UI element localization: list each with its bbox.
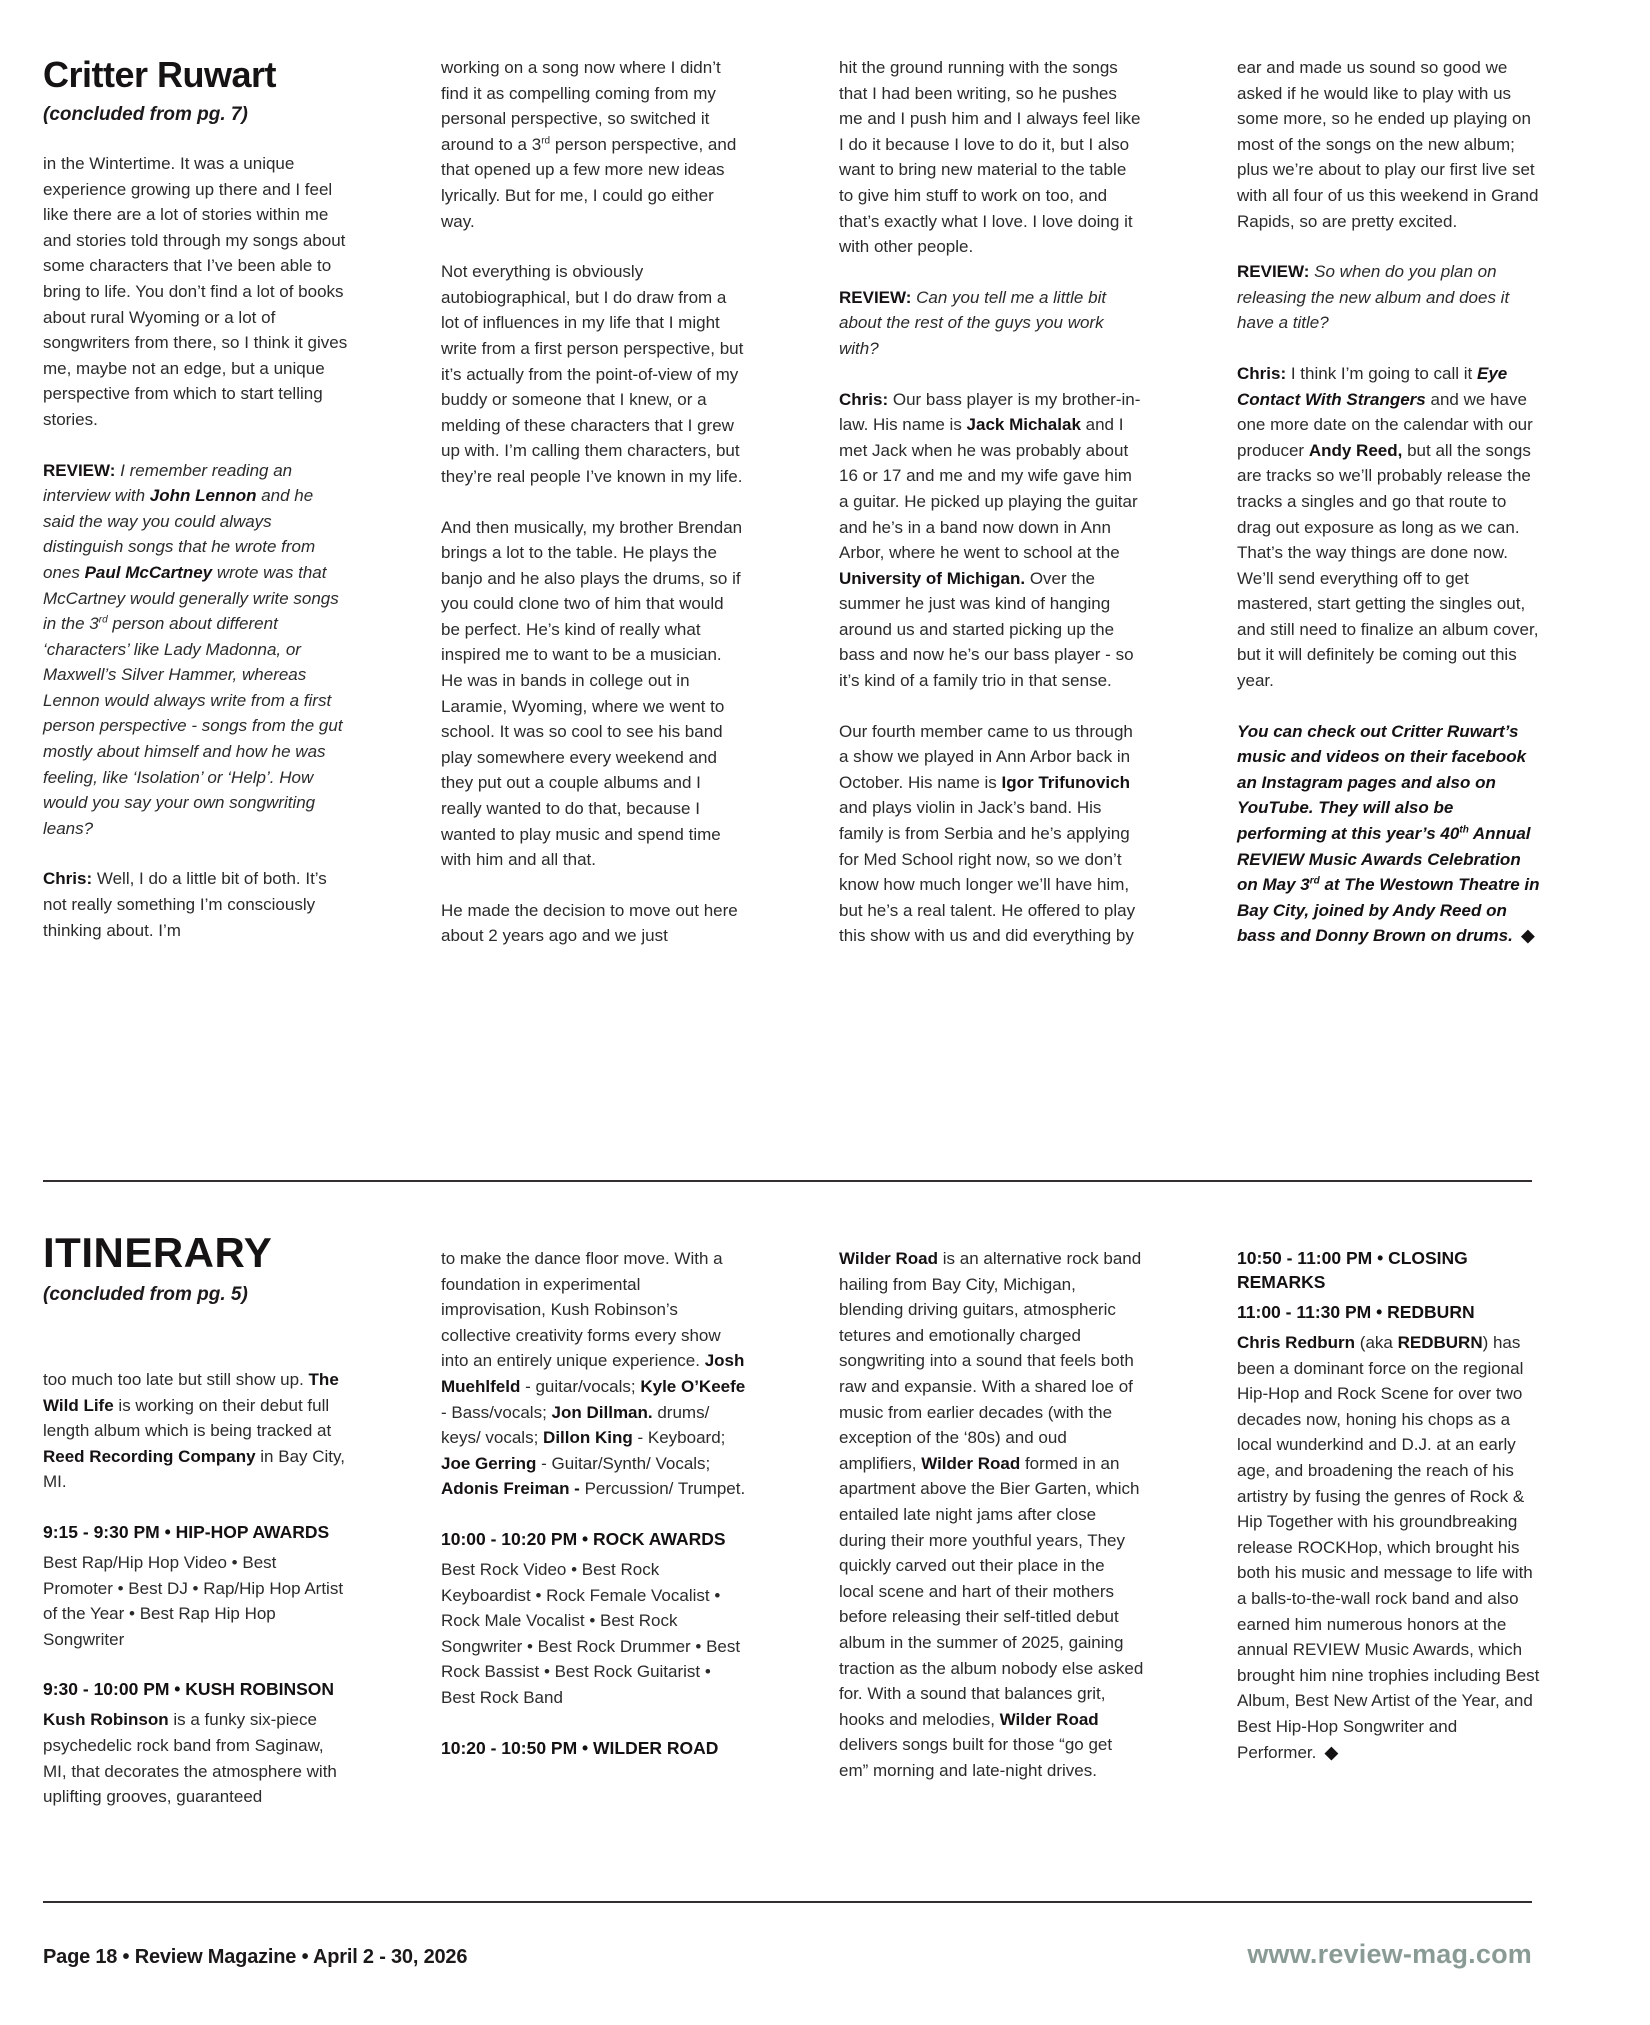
body-paragraph: You can check out Critter Ruwart’s music and videos on their facebook an Instagram pages and also on YouTube. They will also be performing at this year’s 40th Annual REVIEW Music Awards Celebration on May 3rd at The Westown Theatre in Bay City, joined by Andy Reed on bass and Donny Brown on drums. ◆ xyxy=(1237,721,1540,946)
body-paragraph: too much too late but still show up. The Wild Life is working on their debut full length album which is being tracked at Reed Recording Company in Bay City, MI. xyxy=(43,1370,345,1492)
body-paragraph: Wilder Road is an alternative rock band hailing from Bay City, Michigan, blending driving guitars, atmospheric tetures and emotionally charged songwriting into a sound that feels both raw and expansie. With a shared loe of music from earlier decades (with the exception of the ‘80s) and oud amplifiers, Wilder Road formed in an apartment above the Bier Garten, which entailed late night jams after close during their more youthful years, They quickly carved out their place in the local scene and hart of their mothers before releasing their self-titled debut album in the summer of 2025, gaining traction as the album nobody else asked for. With a sound that balances grit, hooks and melodies, Wilder Road delivers songs built for those “go get em” morning and late-night drives. xyxy=(839,1249,1144,1780)
schedule-heading: 9:30 - 10:00 PM • KUSH ROBINSON xyxy=(43,1679,335,1700)
body-paragraph: Best Rap/Hip Hop Video • Best Promoter • Best DJ • Rap/Hip Hop Artist of the Year • Best Rap Hip Hop Songwriter xyxy=(43,1552,344,1649)
body-paragraph: working on a song now where I didn’t find it as compelling coming from my personal perspective, so switched it around to a 3rd person perspective, and that opened up a few more new ideas lyrically. But for me, I could go either way. xyxy=(441,58,737,231)
body-paragraph: to make the dance floor move. With a foundation in experimental improvisation, Kush Robinson’s collective creativity forms every show into an entirely unique experience. Josh Muehlfeld - guitar/vocals; Kyle O’Keefe - Bass/vocals; Jon Dillman. drums/ keys/ vocals; Dillon King - Keyboard; Joe Gerring - Guitar/Synth/ Vocals; Adonis Freiman - Percussion/ Trumpet. xyxy=(441,1249,746,1499)
body-paragraph: hit the ground running with the songs that I had been writing, so he pushes me and I push him and I always feel like I do it because I love to do it, but I also want to bring new material to the table to give him stuff to work on too, and that’s exactly what I love. I love doing it with other people. xyxy=(839,58,1141,257)
article2-column-2 xyxy=(441,1231,746,1835)
body-paragraph: Chris: Well, I do a little bit of both. It’s not really something I’m consciously thinking about. I’m xyxy=(43,869,327,940)
article2-column-3 xyxy=(839,1231,1144,1835)
schedule-heading: 10:50 - 11:00 PM • CLOSING REMARKS xyxy=(1237,1248,1468,1292)
article1-column-2 xyxy=(441,55,746,974)
body-paragraph: Our fourth member came to us through a show we played in Ann Arbor back in October. His name is Igor Trifunovich and plays violin in Jack’s band. His family is from Serbia and he’s applying for Med School right now, so we don’t know how much longer we’ll have him, but he’s a real talent. He offered to play this show with us and did everything by xyxy=(839,721,1136,946)
body-paragraph: REVIEW: I remember reading an interview with John Lennon and he said the way you could always distinguish songs that he wrote from ones Paul McCartney wrote was that McCartney would generally write songs in the 3rd person about different ‘characters’ like Lady Madonna, or Maxwell’s Silver Hammer, whereas Lennon would always write from a first person perspective - songs from the gut mostly about himself and how he was feeling, like ‘Isolation’ or ‘Help’. How would you say your own songwriting leans? xyxy=(43,460,343,838)
article1-column-1 xyxy=(43,55,348,974)
article1-subtitle: (concluded from pg. 7) xyxy=(43,104,248,125)
body-paragraph: in the Wintertime. It was a unique experience growing up there and I feel like there are a lot of stories within me and stories told through my songs about some characters that I’ve been able to bring to life. You don’t find a lot of books about rural Wyoming or a lot of songwriters from there, so I think it gives me, maybe not an edge, but a unique perspective from which to start telling stories. xyxy=(43,154,348,429)
article1-column-3 xyxy=(839,55,1144,974)
body-paragraph: Chris: I think I’m going to call it Eye Contact With Strangers and we have one more date on the calendar with our producer Andy Reed, but all the songs are tracks so we’ll probably release the tracks a singles and go that route to drag out exposure as long as we can. That’s the way things are done now. We’ll send everything off to get mastered, start getting the singles out, and still need to finalize an album cover, but it will definitely be coming out this year. xyxy=(1237,363,1539,691)
article2-column-4 xyxy=(1237,1231,1542,1835)
footer-page-info: Page 18 • Review Magazine • April 2 - 30, 2026 xyxy=(43,1946,468,1968)
footer-website-link[interactable]: www.review-mag.com xyxy=(1247,1939,1532,1969)
body-paragraph: Kush Robinson is a funky six-piece psychedelic rock band from Saginaw, MI, that decorates the atmosphere with uplifting grooves, guaranteed xyxy=(43,1710,337,1807)
schedule-heading: 9:15 - 9:30 PM • HIP-HOP AWARDS xyxy=(43,1521,330,1542)
body-paragraph: REVIEW: So when do you plan on releasing the new album and does it have a title? xyxy=(1237,262,1510,333)
schedule-heading: 10:00 - 10:20 PM • ROCK AWARDS xyxy=(441,1528,726,1549)
page-footer xyxy=(0,1903,1650,1970)
schedule-heading: 11:00 - 11:30 PM • REDBURN xyxy=(1237,1302,1475,1322)
body-paragraph: He made the decision to move out here about 2 years ago and we just xyxy=(441,900,738,946)
article-itinerary xyxy=(0,1182,1650,1901)
article2-subtitle: (concluded from pg. 5) xyxy=(43,1284,248,1305)
body-paragraph: And then musically, my brother Brendan brings a lot to the table. He plays the banjo and he also plays the drums, so if you could clone two of him that would be perfect. He’s kind of really what inspired me to want to be a musician. He was in bands in college out in Laramie, Wyoming, where we went to school. It was so cool to see his band play somewhere every weekend and they put out a couple albums and I really wanted to do that, because I wanted to play music and spend time with him and all that. xyxy=(441,517,743,870)
body-paragraph: ear and made us sound so good we asked if he would like to play with us some more, so he ended up playing on most of the songs on the new album; plus we’re about to play our first live set with all four of us this weekend in Grand Rapids, so are pretty excited. xyxy=(1237,58,1539,231)
article2-column-1 xyxy=(43,1231,348,1835)
schedule-heading: 10:20 - 10:50 PM • WILDER ROAD xyxy=(441,1737,719,1758)
article1-column-4 xyxy=(1237,55,1542,974)
body-paragraph: Chris Redburn (aka REDBURN) has been a dominant force on the regional Hip-Hop and Rock Scene for over two decades now, honing his chops as a local wunderkind and D.J. at an early age, and broadening the reach of his artistry by fusing the genres of Rock & Hip Together with his groundbreaking release ROCKHop, which brought his both his music and message to life with a balls-to-the-wall rock band and also earned him numerous honors at the annual REVIEW Music Awards, which brought him nine trophies including Best Album, Best New Artist of the Year, and Best Hip-Hop Songwriter and Performer. ◆ xyxy=(1237,1333,1540,1762)
article1-title: Critter Ruwart xyxy=(43,54,277,95)
article2-title: ITINERARY xyxy=(43,1229,273,1276)
body-paragraph: Best Rock Video • Best Rock Keyboardist • Rock Female Vocalist • Rock Male Vocalist • Best Rock Songwriter • Best Rock Drummer • Best Rock Bassist • Best Rock Guitarist • Best Rock Band xyxy=(441,1559,741,1707)
article2-column-1-text xyxy=(43,1367,348,1810)
body-paragraph: Chris: Our bass player is my brother-in-law. His name is Jack Michalak and I met Jack when he was probably about 16 or 17 and me and my wife gave him a guitar. He picked up playing the guitar and he’s in a band now down in Ann Arbor, where he went to school at the University of Michigan. Over the summer he just was kind of hanging around us and started picking up the bass and now he’s our bass player - so it’s kind of a family trio in that sense. xyxy=(839,389,1141,691)
body-paragraph: Not everything is obviously autobiographical, but I do draw from a lot of influences in my life that I might write from a first person perspective, but it’s actually from the point-of-view of my buddy or someone that I knew, or a melding of these characters that I grew up with. I’m calling them characters, but they’re real people I’ve known in my life. xyxy=(441,262,744,486)
article1-column-1-text xyxy=(43,151,348,943)
body-paragraph: REVIEW: Can you tell me a little bit about the rest of the guys you work with? xyxy=(839,287,1107,358)
